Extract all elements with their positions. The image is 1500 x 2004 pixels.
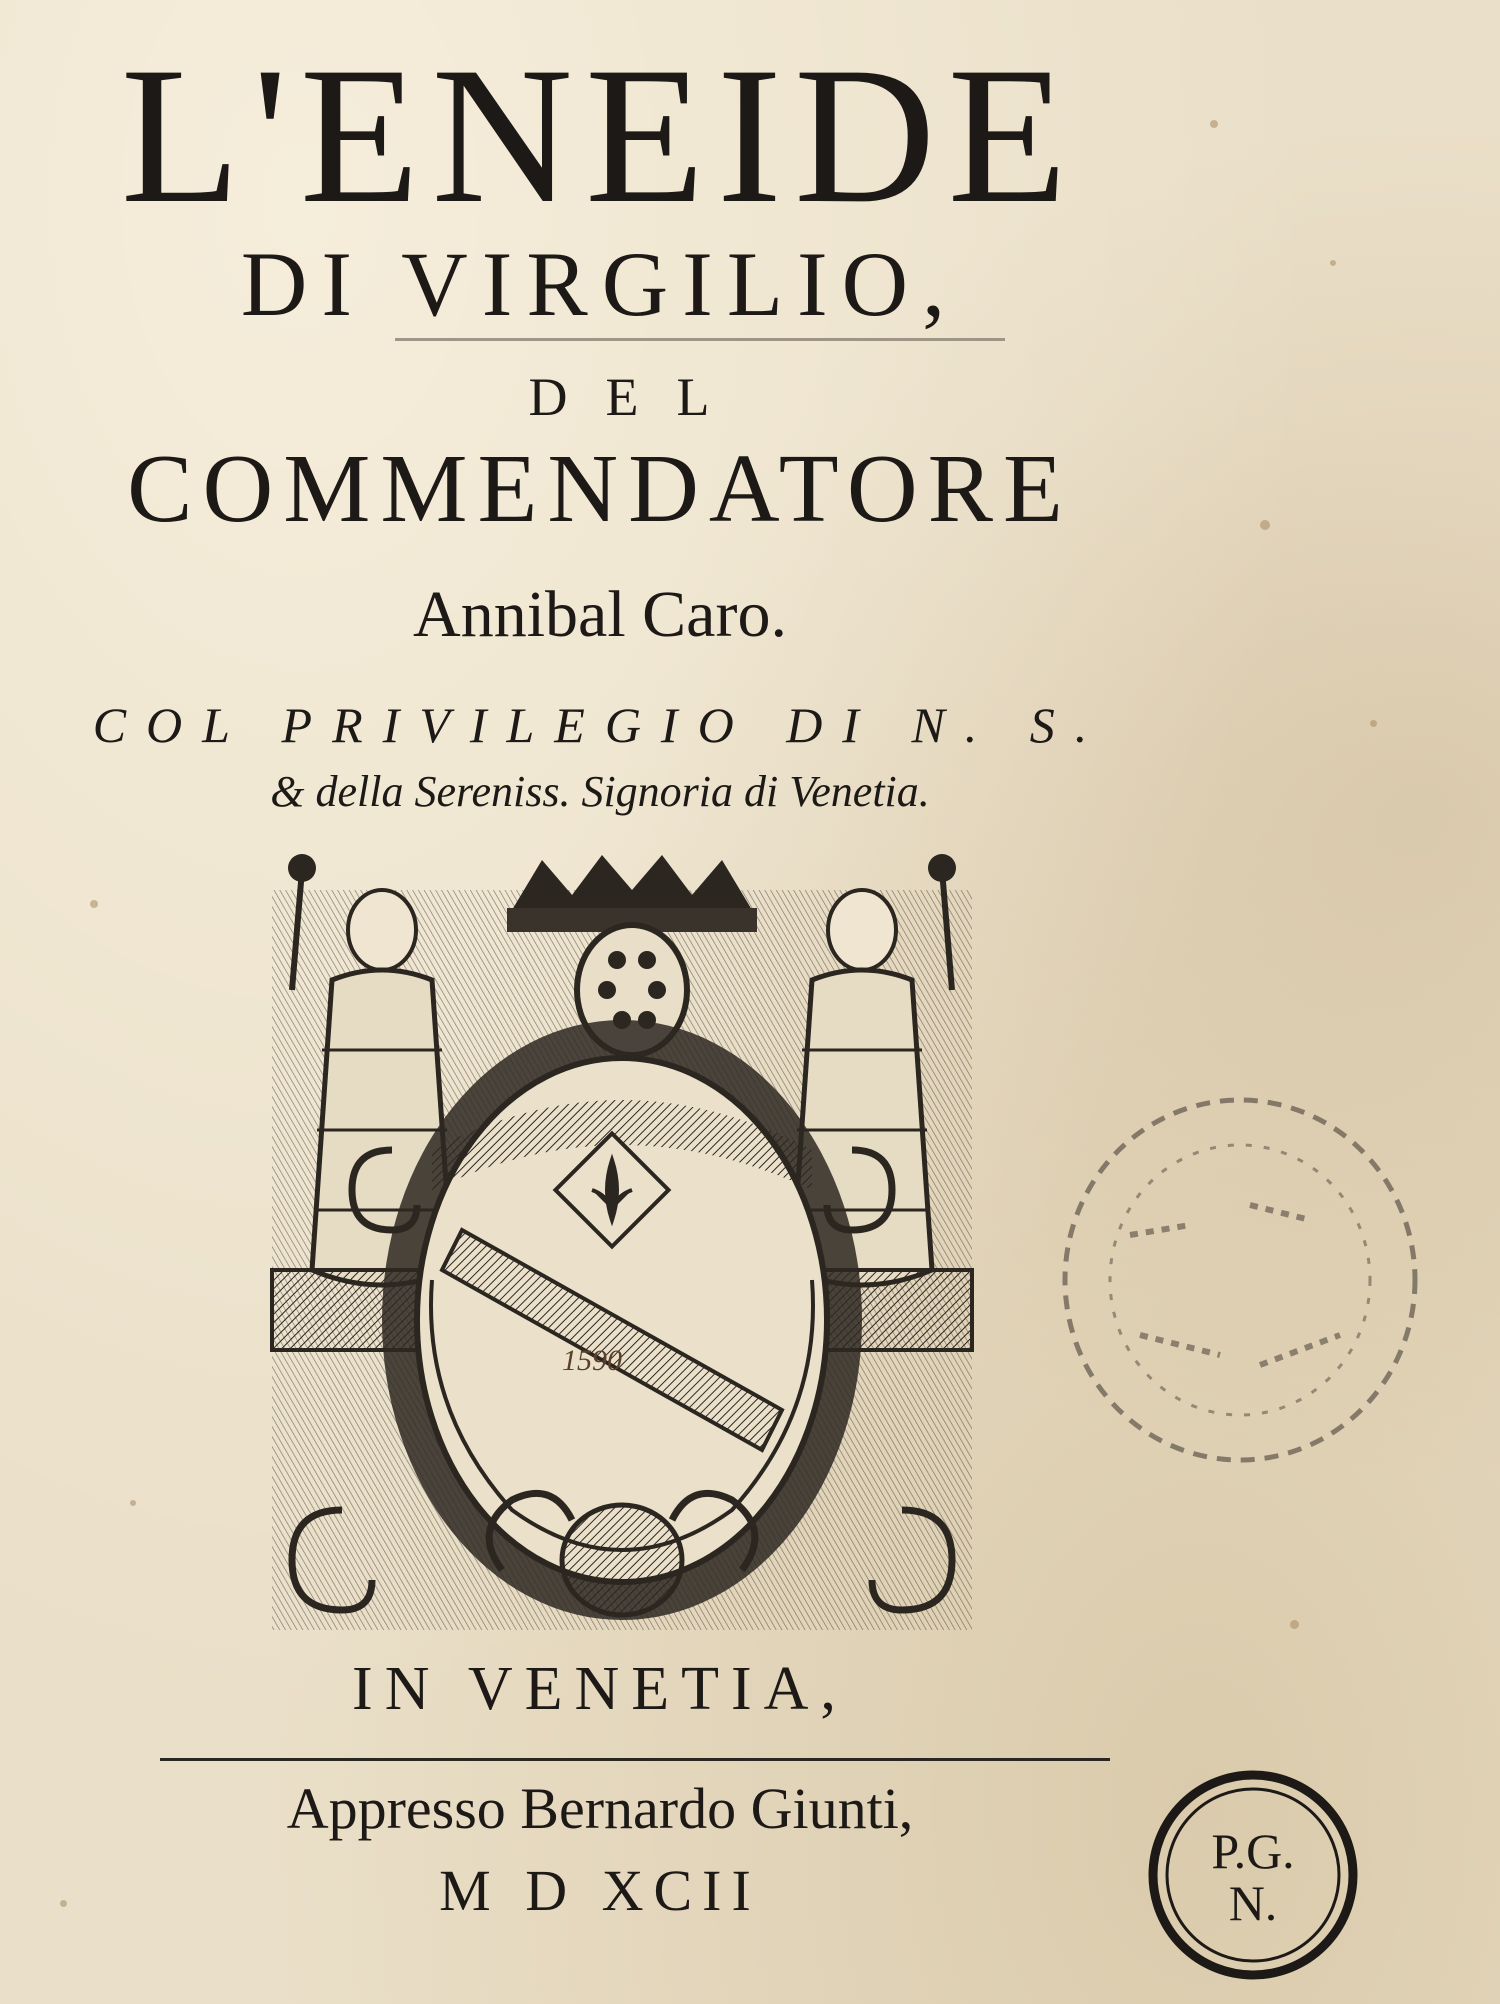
- pgn-library-stamp-icon: [1138, 1760, 1368, 1990]
- foxing-speck: [90, 900, 98, 908]
- foxing-speck: [1370, 720, 1377, 727]
- imprint-rule: [160, 1758, 1110, 1761]
- foxing-speck: [1290, 1620, 1299, 1629]
- crown-icon: [507, 855, 757, 932]
- stamp-text-line: N.: [1228, 1875, 1278, 1931]
- stamp-text-line: P.G.: [1211, 1823, 1295, 1879]
- imprint-city: IN VENETIA,: [352, 1655, 848, 1723]
- privilege-line: COL PRIVILEGIO DI N. S.: [92, 697, 1108, 753]
- foxing-speck: [1330, 260, 1336, 266]
- printer-device-woodcut-icon: [262, 850, 982, 1640]
- foxing-speck: [60, 1900, 67, 1907]
- foxing-speck: [1210, 120, 1218, 128]
- handwritten-note: 1590: [562, 1344, 622, 1377]
- signoria-line: & della Sereniss. Signoria di Venetia.: [270, 767, 930, 816]
- foxing-speck: [1260, 520, 1270, 530]
- honorific-text: COMMENDATORE: [127, 435, 1073, 543]
- author-name: Annibal Caro.: [413, 578, 787, 651]
- imprint-year: M D XCII: [439, 1858, 761, 1923]
- faded-library-stamp-icon: [1050, 1085, 1430, 1475]
- book-subtitle: DI VIRGILIO,: [240, 233, 960, 335]
- imprint-printer: Appresso Bernardo Giunti,: [286, 1776, 914, 1841]
- handwritten-underline: [395, 338, 1005, 341]
- foxing-speck: [130, 1500, 136, 1506]
- book-title: L'ENEIDE: [120, 27, 1080, 244]
- connector-text: DEL: [528, 367, 748, 427]
